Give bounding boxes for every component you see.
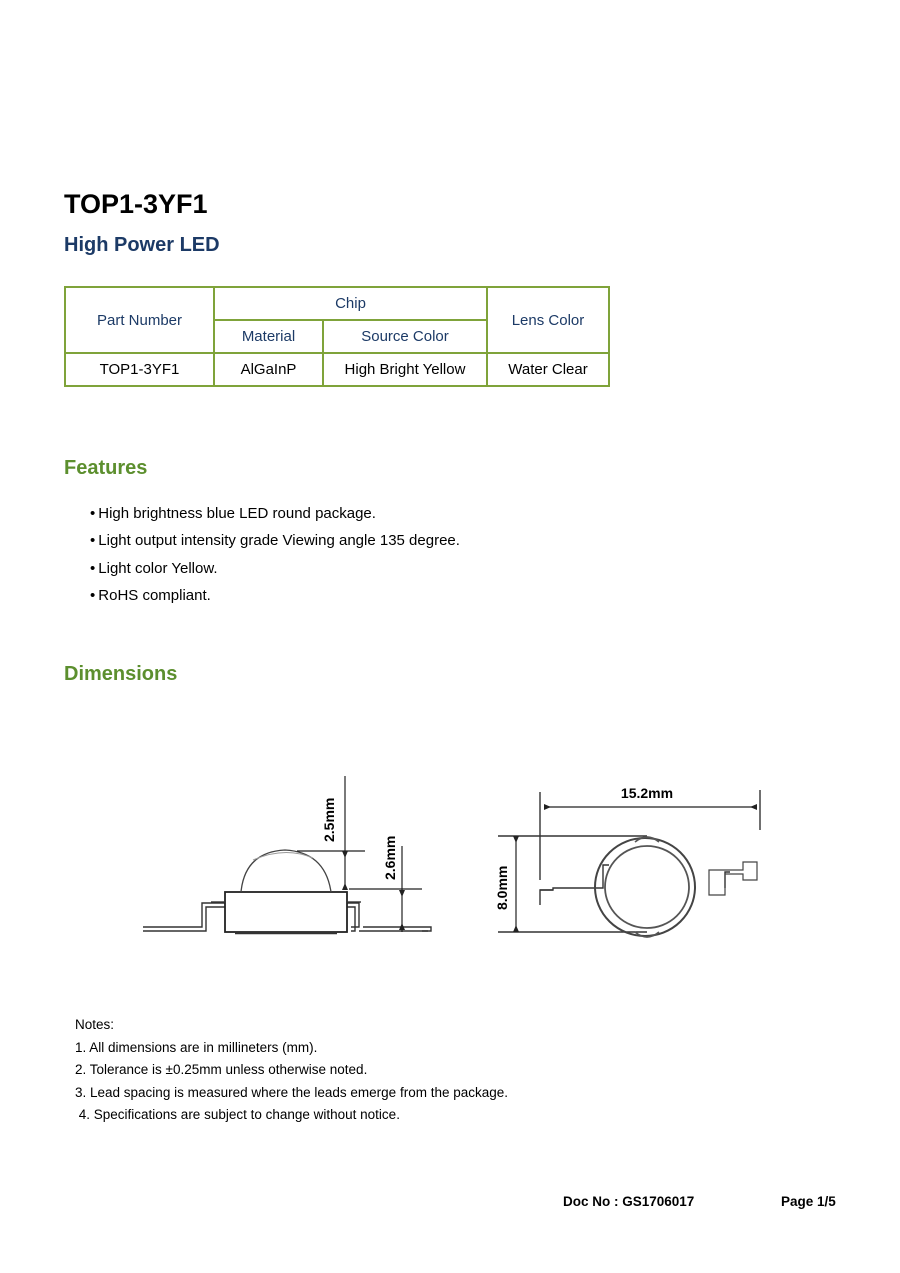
notes-title: Notes: <box>75 1017 115 1032</box>
dimension-label-body-height: 2.6mm <box>382 835 398 880</box>
dimension-label-dome-height: 2.5mm <box>321 797 337 842</box>
dimension-drawing <box>135 770 780 940</box>
doc-number: Doc No : GS1706017 <box>563 1194 695 1209</box>
top-view-dimension-lines <box>513 804 757 932</box>
dimension-label-width: 8.0mm <box>494 865 510 910</box>
note-item: 1. All dimensions are in millineters (mm). <box>75 1039 318 1055</box>
page-number: Page 1/5 <box>781 1194 836 1209</box>
list-item: • Light output intensity grade Viewing angle 135 degree. <box>90 527 460 554</box>
notes-section <box>75 1014 508 1127</box>
header-material: Material <box>214 320 323 353</box>
features-heading: Features <box>64 457 148 479</box>
cell-source-color: High Bright Yellow <box>323 353 487 386</box>
cell-material: AlGaInP <box>214 353 323 386</box>
spec-table <box>64 286 610 387</box>
note-item: 3. Lead spacing is measured where the leads emerge from the package. <box>75 1084 509 1100</box>
dimensions-heading: Dimensions <box>64 663 178 685</box>
list-item: • High brightness blue LED round package. <box>90 500 460 527</box>
header-source-color: Source Color <box>323 320 487 353</box>
dimension-label-length: 15.2mm <box>620 785 674 801</box>
note-item: 2. Tolerance is ±0.25mm unless otherwise noted. <box>75 1062 368 1078</box>
header-chip: Chip <box>214 287 487 320</box>
list-item: • Light color Yellow. <box>90 555 460 582</box>
part-number-title: TOP1-3YF1 <box>64 189 208 219</box>
table-row <box>65 353 609 386</box>
product-subtitle: High Power LED <box>64 234 220 256</box>
features-list <box>90 500 460 609</box>
list-item: • RoHS compliant. <box>90 582 460 609</box>
top-view-drawing <box>498 790 760 937</box>
header-lens-color: Lens Color <box>487 287 609 353</box>
cell-lens-color: Water Clear <box>487 353 609 386</box>
header-part-number: Part Number <box>65 287 214 353</box>
note-item: 4. Specifications are subject to change without notice. <box>75 1107 400 1123</box>
cell-part-number: TOP1-3YF1 <box>65 353 214 386</box>
